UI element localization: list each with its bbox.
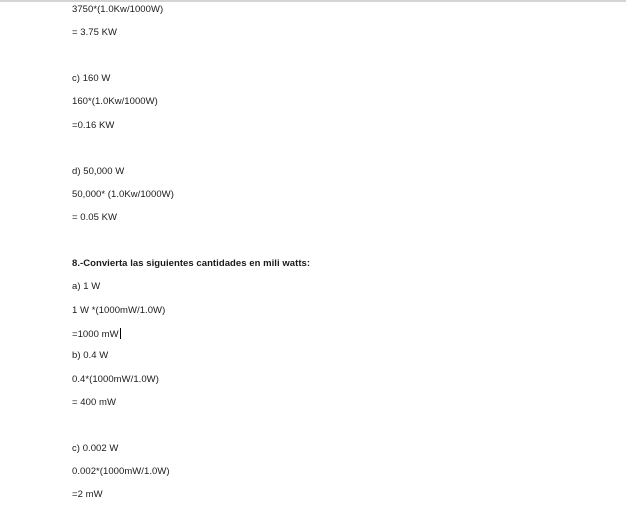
calc-0.4w-expression: 0.4*(1000mW/1.0W) <box>72 374 159 385</box>
item-c-160w-label: c) 160 W <box>72 73 111 84</box>
calc-0.002w-result: =2 mW <box>72 489 103 500</box>
calc-1w-result: =1000 mW <box>72 329 119 340</box>
calc-1w-result-line[interactable] <box>72 328 121 341</box>
item-d-50000w-label: d) 50,000 W <box>72 166 125 177</box>
item-a-1w-label: a) 1 W <box>72 281 101 292</box>
calc-1w-expression: 1 W *(1000mW/1.0W) <box>72 305 166 316</box>
question-8-heading: 8.-Convierta las siguientes cantidades en mili watts: <box>72 258 311 269</box>
item-b-0.4w-label: b) 0.4 W <box>72 350 109 361</box>
item-c-0.002w-label: c) 0.002 W <box>72 443 119 454</box>
calc-3750-expression: 3750*(1.0Kw/1000W) <box>72 4 164 15</box>
text-cursor <box>120 328 121 339</box>
calc-160-expression: 160*(1.0Kw/1000W) <box>72 96 158 107</box>
calc-50000-expression: 50,000* (1.0Kw/1000W) <box>72 189 174 200</box>
calc-0.4w-result: = 400 mW <box>72 397 116 408</box>
calc-160-result: =0.16 KW <box>72 120 115 131</box>
calc-0.002w-expression: 0.002*(1000mW/1.0W) <box>72 466 170 477</box>
calc-3750-result: = 3.75 KW <box>72 27 118 38</box>
calc-50000-result: = 0.05 KW <box>72 212 118 223</box>
